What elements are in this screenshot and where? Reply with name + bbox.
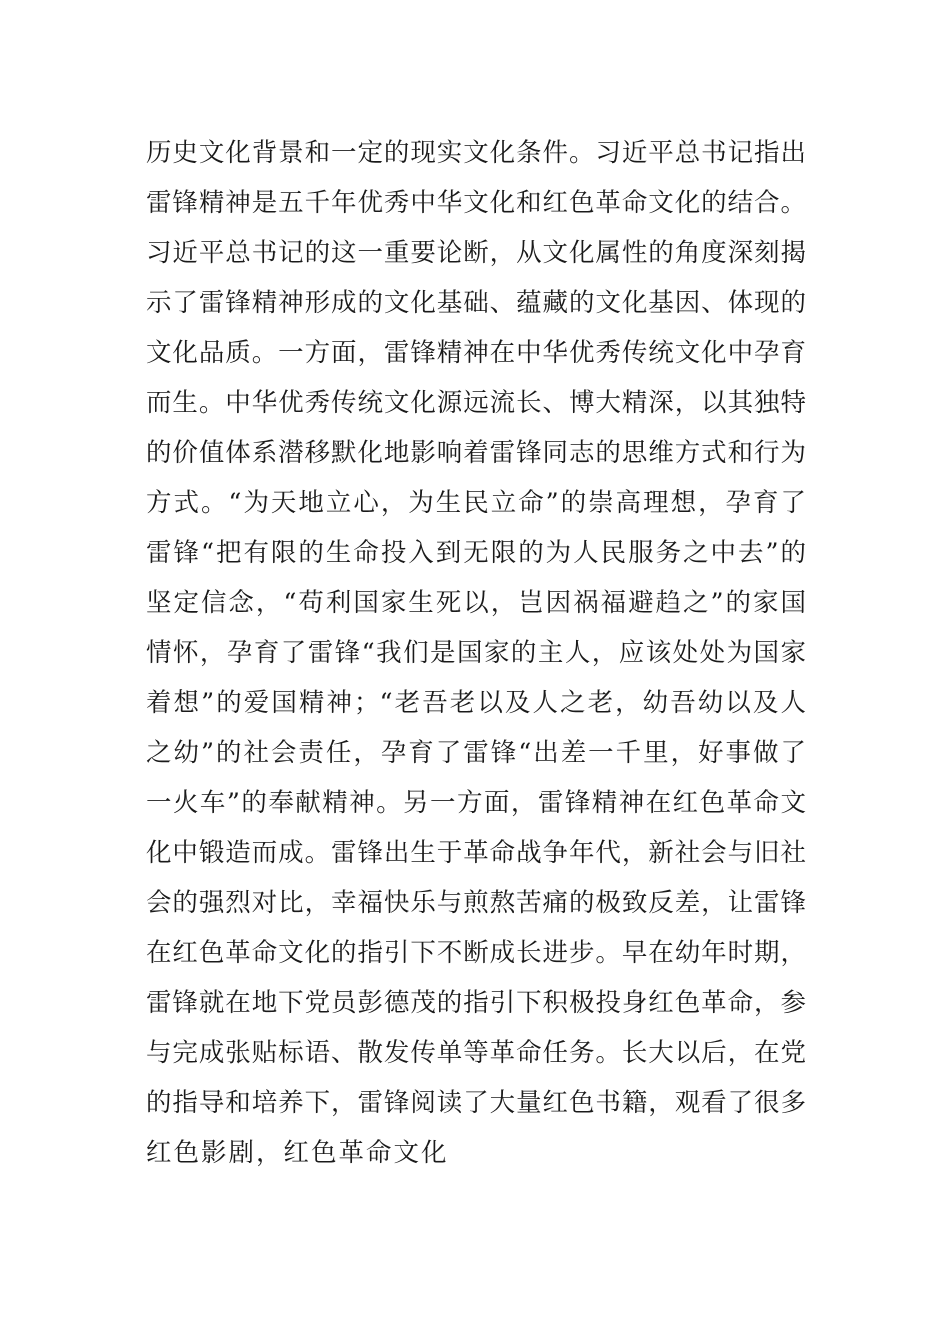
body-paragraph [146,128,806,1178]
text-line: 与完成张贴标语、散发传单等革命任务。长大以后，在党 [146,1038,806,1068]
text-line: 化中锻造而成。雷锋出生于革命战争年代，新社会与旧社 [146,838,806,868]
text-line: 方式。“为天地立心，为生民立命”的崇高理想，孕育了 [146,488,806,518]
text-line: 雷锋“把有限的生命投入到无限的为人民服务之中去”的 [146,538,806,568]
text-line: 文化品质。一方面，雷锋精神在中华优秀传统文化中孕育 [146,338,806,368]
text-line: 历史文化背景和一定的现实文化条件。习近平总书记指出 [146,138,806,168]
text-line: 一火车”的奉献精神。另一方面，雷锋精神在红色革命文 [146,788,806,818]
text-line: 的指导和培养下，雷锋阅读了大量红色书籍，观看了很多 [146,1088,806,1118]
text-line: 雷锋精神是五千年优秀中华文化和红色革命文化的结合。 [146,188,806,218]
text-line: 的价值体系潜移默化地影响着雷锋同志的思维方式和行为 [146,438,806,468]
text-line: 在红色革命文化的指引下不断成长进步。早在幼年时期， [146,938,806,968]
text-line: 习近平总书记的这一重要论断，从文化属性的角度深刻揭 [146,238,806,268]
text-line: 情怀，孕育了雷锋“我们是国家的主人，应该处处为国家 [146,638,806,668]
text-line: 会的强烈对比，幸福快乐与煎熬苦痛的极致反差，让雷锋 [146,888,806,918]
text-line: 雷锋就在地下党员彭德茂的指引下积极投身红色革命，参 [146,988,806,1018]
text-line: 坚定信念，“苟利国家生死以，岂因祸福避趋之”的家国 [146,588,806,618]
text-line: 而生。中华优秀传统文化源远流长、博大精深，以其独特 [146,388,806,418]
text-line: 着想”的爱国精神；“老吾老以及人之老，幼吾幼以及人 [146,688,806,718]
text-line: 红色影剧，红色革命文化 [146,1138,449,1168]
text-line: 示了雷锋精神形成的文化基础、蕴藏的文化基因、体现的 [146,288,806,318]
text-line: 之幼”的社会责任，孕育了雷锋“出差一千里，好事做了 [146,738,806,768]
